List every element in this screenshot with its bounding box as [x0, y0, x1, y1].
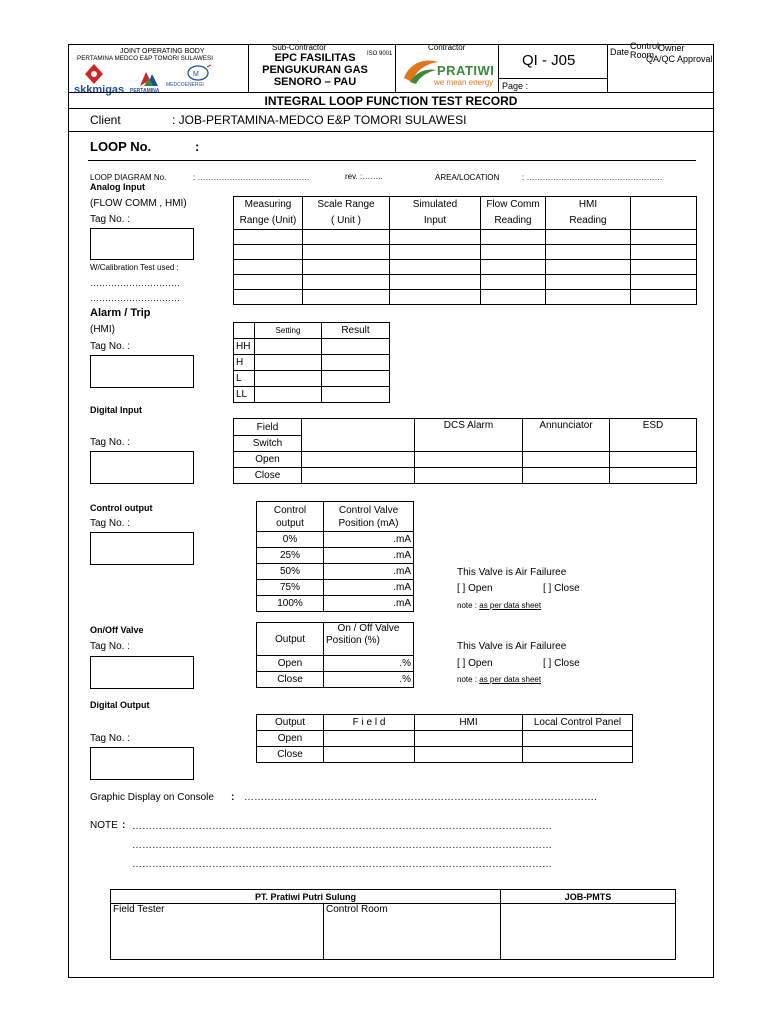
medco-logo-icon: [186, 64, 212, 82]
svg-text:M: M: [193, 71, 199, 78]
table-cell[interactable]: .mA: [324, 596, 414, 612]
row-label: 100%: [257, 596, 324, 612]
table-row: [234, 245, 697, 260]
loop-diagram-value: : ……………………………………: [193, 173, 310, 182]
table-cell[interactable]: [234, 260, 303, 275]
note-link: as per data sheet: [479, 601, 542, 610]
table-cell[interactable]: .%: [324, 656, 414, 672]
row-label: H: [234, 355, 255, 371]
table-row: [234, 323, 390, 339]
table-row: [234, 197, 697, 230]
table-row: [234, 355, 390, 371]
alarm-tag-label: Tag No. :: [90, 341, 131, 352]
table-row: [234, 339, 390, 355]
fail-close-checkbox[interactable]: [ ] Close: [543, 583, 580, 594]
note-prefix: note :: [457, 675, 478, 684]
field-tester-signature[interactable]: Field Tester: [111, 904, 324, 960]
control-room-signature[interactable]: Control Room: [324, 904, 501, 960]
table-row: [234, 260, 697, 275]
table-cell[interactable]: [546, 275, 631, 290]
header-text: Position (mA): [338, 517, 399, 529]
table-cell[interactable]: [523, 468, 610, 484]
header-text: HMI: [578, 199, 598, 210]
alarm-subtitle: (HMI): [90, 324, 115, 335]
column-header: Output: [257, 715, 324, 731]
client-bottom-line: [68, 131, 714, 132]
air-failure-text: This Valve is Air Failuree: [457, 567, 567, 578]
header-text: Scale Range: [317, 199, 375, 210]
air-failure-text: This Valve is Air Failuree: [457, 641, 567, 652]
header-text: output: [276, 517, 304, 529]
column-header: Annunciator: [523, 419, 610, 452]
table-cell[interactable]: [322, 339, 390, 355]
row-label: Open: [257, 656, 324, 672]
row-label: 75%: [257, 580, 324, 596]
column-header: HMI: [415, 715, 523, 731]
alarm-table: [233, 322, 390, 403]
body-caption: JOINT OPERATING BODY: [120, 48, 205, 55]
data-sheet-note: [457, 601, 541, 610]
project-title-line: SENORO – PAU: [273, 76, 357, 88]
client-signature[interactable]: [501, 904, 676, 960]
contractor-label: Contractor: [428, 43, 466, 52]
calibration-dots: …………………………: [90, 278, 180, 288]
loop-number-colon: :: [195, 139, 200, 154]
header-text: Flow Comm: [486, 199, 540, 210]
digital-output-title: Digital Output: [90, 700, 150, 710]
header-divider: [607, 44, 608, 92]
digital-output-table: [256, 714, 633, 763]
table-cell[interactable]: [610, 452, 697, 468]
control-room-label: Control Room: [630, 41, 660, 60]
table-cell[interactable]: [302, 468, 415, 484]
table-row: [257, 672, 414, 688]
note-colon: :: [122, 820, 126, 831]
table-cell[interactable]: [631, 260, 697, 275]
loop-diagram-label: LOOP DIAGRAM No.: [90, 173, 167, 182]
note-prefix: note :: [457, 601, 478, 610]
pratiwi-tagline: we mean energy: [434, 78, 494, 87]
table-cell[interactable]: [481, 230, 546, 245]
onoff-valve-table: [256, 622, 414, 688]
row-label: LL: [234, 387, 255, 403]
owner-label: Owner: [658, 43, 685, 53]
column-header: F i e l d: [324, 715, 415, 731]
table-row: [257, 532, 414, 548]
title-bottom-line: [68, 108, 714, 109]
table-cell[interactable]: [255, 339, 322, 355]
table-cell[interactable]: [481, 275, 546, 290]
project-title-line: PENGUKURAN GAS: [262, 64, 368, 76]
table-row: [234, 468, 697, 484]
column-header: [390, 197, 481, 230]
header-text: Measuring: [244, 199, 292, 210]
header-divider: [248, 44, 249, 92]
table-cell[interactable]: [523, 731, 633, 747]
header-text: Position (%): [326, 635, 380, 646]
digital-input-title: Digital Input: [90, 405, 142, 415]
header-text: Control Valve: [338, 504, 399, 516]
table-cell[interactable]: [234, 275, 303, 290]
table-row: [257, 731, 633, 747]
table-cell[interactable]: [481, 260, 546, 275]
table-row: [257, 564, 414, 580]
digital-input-tag-input[interactable]: [90, 451, 194, 484]
table-cell[interactable]: [610, 468, 697, 484]
pertamina-mark-icon: [138, 70, 160, 88]
header-text: Control: [273, 504, 307, 516]
table-cell[interactable]: [234, 290, 303, 305]
row-label: Open: [257, 731, 324, 747]
loop-number-label: LOOP No.: [90, 139, 152, 154]
table-cell[interactable]: [255, 371, 322, 387]
table-cell[interactable]: [415, 731, 523, 747]
header-divider: [395, 44, 396, 92]
project-title-line: EPC FASILITAS: [274, 52, 356, 64]
analog-input-table: [233, 196, 697, 305]
table-row: [257, 747, 633, 763]
note-line[interactable]: ………………………………………………………………………………………………………………: [132, 821, 552, 832]
document-code: QI - J05: [522, 52, 576, 69]
table-row: [234, 275, 697, 290]
table-cell[interactable]: [255, 355, 322, 371]
pratiwi-logo-text: PRATIWI: [437, 63, 495, 78]
table-cell[interactable]: [303, 275, 390, 290]
table-row: [234, 419, 697, 436]
table-cell[interactable]: [546, 230, 631, 245]
analog-tag-input[interactable]: [90, 228, 194, 260]
table-cell[interactable]: [546, 245, 631, 260]
table-cell[interactable]: [631, 290, 697, 305]
digital-output-tag-label: Tag No. :: [90, 733, 131, 744]
table-cell[interactable]: [324, 747, 415, 763]
page-label: Page :: [502, 81, 529, 91]
table-cell[interactable]: .mA: [324, 580, 414, 596]
row-label: Close: [257, 672, 324, 688]
client-header: JOB-PMTS: [501, 890, 676, 904]
column-header: [546, 197, 631, 230]
loop-underline: [88, 160, 696, 161]
control-output-title: Control output: [90, 503, 153, 513]
table-cell: [302, 419, 415, 452]
table-cell[interactable]: .mA: [324, 564, 414, 580]
column-header: Setting: [255, 323, 322, 339]
pertamina-logo-text: PERTAMINA: [130, 88, 160, 94]
column-header: Field: [234, 419, 302, 436]
header-text: Reading: [494, 215, 532, 226]
row-label: 25%: [257, 548, 324, 564]
form-title: INTEGRAL LOOP FUNCTION TEST RECORD: [264, 94, 518, 108]
table-cell[interactable]: [546, 260, 631, 275]
table-cell[interactable]: [631, 245, 697, 260]
table-cell[interactable]: [303, 230, 390, 245]
column-header: Result: [322, 323, 390, 339]
onoff-tag-input[interactable]: [90, 656, 194, 689]
column-header: DCS Alarm: [415, 419, 523, 452]
table-row: [257, 656, 414, 672]
column-header: Local Control Panel: [523, 715, 633, 731]
row-label: L: [234, 371, 255, 387]
client-value: : JOB-PERTAMINA-MEDCO E&P TOMORI SULAWESI: [172, 113, 467, 127]
page-divider: [498, 78, 607, 79]
table-cell[interactable]: .mA: [324, 548, 414, 564]
column-header: Switch: [234, 436, 302, 452]
table-cell[interactable]: [523, 452, 610, 468]
table-row: [257, 502, 414, 532]
table-row: [257, 580, 414, 596]
graphic-display-label: Graphic Display on Console: [90, 792, 214, 803]
pertamina-logo-icon: [84, 63, 104, 85]
table-row: [257, 596, 414, 612]
table-cell[interactable]: [303, 290, 390, 305]
table-cell[interactable]: [302, 452, 415, 468]
table-cell[interactable]: [390, 260, 481, 275]
subcontractor-label: Sub-Contractor: [272, 43, 327, 52]
area-label: AREA/LOCATION: [435, 173, 500, 182]
alarm-tag-input[interactable]: [90, 355, 194, 388]
column-header: [631, 197, 697, 230]
table-cell[interactable]: [390, 245, 481, 260]
fail-open-checkbox[interactable]: [ ] Open: [457, 658, 493, 669]
table-cell[interactable]: [631, 275, 697, 290]
column-header: [324, 502, 414, 532]
calibration-dots: …………………………: [90, 293, 180, 303]
fail-close-checkbox[interactable]: [ ] Close: [543, 658, 580, 669]
table-row: [257, 548, 414, 564]
note-label: NOTE: [90, 820, 118, 831]
iso-note: ISO 9001: [367, 51, 393, 57]
client-label: Client: [90, 113, 121, 127]
table-row: [111, 890, 676, 904]
row-label: Open: [234, 452, 302, 468]
header-text: Range (Unit): [239, 215, 297, 226]
table-cell[interactable]: [390, 275, 481, 290]
control-output-tag-input[interactable]: [90, 532, 194, 565]
table-cell[interactable]: [631, 230, 697, 245]
table-cell[interactable]: .mA: [324, 532, 414, 548]
column-header: [257, 502, 324, 532]
header-text: ( Unit ): [331, 215, 361, 226]
project-title: [250, 52, 380, 88]
header-text: Input: [423, 215, 447, 226]
table-cell[interactable]: [415, 468, 523, 484]
table-row: [257, 715, 633, 731]
onoff-tag-label: Tag No. :: [90, 641, 131, 652]
qa-approval-label: QA/QC Approval: [646, 54, 713, 64]
column-header: ESD: [610, 419, 697, 452]
row-label: HH: [234, 339, 255, 355]
header-text: On / Off Valve: [337, 623, 400, 634]
table-cell[interactable]: [324, 731, 415, 747]
column-header: [303, 197, 390, 230]
header-text: Simulated: [412, 199, 458, 210]
column-header: [324, 623, 414, 656]
signoff-table: [110, 889, 676, 960]
table-cell[interactable]: [523, 747, 633, 763]
table-cell[interactable]: .%: [324, 672, 414, 688]
table-cell[interactable]: [234, 245, 303, 260]
company-header: PT. Pratiwi Putri Sulung: [111, 890, 501, 904]
graphic-display-field[interactable]: …………………………………………………………………………………………….: [244, 792, 597, 803]
table-cell[interactable]: [415, 747, 523, 763]
row-label: 0%: [257, 532, 324, 548]
data-sheet-note: [457, 675, 541, 684]
rev-field: rev. :……..: [345, 172, 383, 181]
date-label: Date: [610, 47, 630, 57]
table-cell[interactable]: [322, 387, 390, 403]
onoff-valve-title: On/Off Valve: [90, 625, 144, 635]
graphic-display-colon: :: [231, 792, 235, 803]
table-cell[interactable]: [546, 290, 631, 305]
analog-tag-label: Tag No. :: [90, 214, 131, 225]
table-cell[interactable]: [322, 355, 390, 371]
table-cell: [234, 323, 255, 339]
body-name: PERTAMINA MEDCO E&P TOMORI SULAWESI: [77, 55, 213, 62]
table-row: [111, 904, 676, 960]
table-row: [234, 230, 697, 245]
digital-input-tag-label: Tag No. :: [90, 437, 131, 448]
table-row: [234, 371, 390, 387]
table-cell[interactable]: [390, 230, 481, 245]
table-cell[interactable]: [303, 260, 390, 275]
table-cell[interactable]: [234, 230, 303, 245]
header-text: Reading: [569, 215, 607, 226]
table-row: [257, 623, 414, 656]
table-cell[interactable]: [390, 290, 481, 305]
column-header: [481, 197, 546, 230]
analog-input-subtitle: (FLOW COMM , HMI): [90, 198, 187, 209]
table-cell[interactable]: [322, 371, 390, 387]
calibration-label: W/Calibration Test used :: [90, 263, 179, 272]
skkmigas-logo: skkmigas: [74, 84, 125, 96]
table-cell[interactable]: [481, 245, 546, 260]
table-row: [234, 290, 697, 305]
row-label: Close: [257, 747, 324, 763]
header-divider: [498, 44, 499, 92]
column-header: [234, 197, 303, 230]
note-link: as per data sheet: [479, 675, 542, 684]
control-output-table: [256, 501, 414, 612]
fail-open-checkbox[interactable]: [ ] Open: [457, 583, 493, 594]
table-row: [234, 387, 390, 403]
table-row: [234, 452, 697, 468]
analog-input-title: Analog Input: [90, 182, 145, 192]
table-cell[interactable]: [415, 452, 523, 468]
digital-input-table: [233, 418, 697, 484]
table-cell[interactable]: [255, 387, 322, 403]
row-label: Close: [234, 468, 302, 484]
area-value: : ……………………………………………: [522, 173, 663, 182]
column-header: Output: [257, 623, 324, 656]
digital-output-tag-input[interactable]: [90, 747, 194, 780]
alarm-title: Alarm / Trip: [90, 307, 151, 319]
medco-logo-text: MEDCOENERGI: [166, 82, 204, 88]
note-line[interactable]: ………………………………………………………………………………………………………………: [132, 840, 552, 851]
row-label: 50%: [257, 564, 324, 580]
header-bottom-line: [68, 92, 714, 93]
control-output-tag-label: Tag No. :: [90, 518, 131, 529]
table-cell[interactable]: [481, 290, 546, 305]
note-line[interactable]: ………………………………………………………………………………………………………………: [132, 859, 552, 870]
table-cell[interactable]: [303, 245, 390, 260]
